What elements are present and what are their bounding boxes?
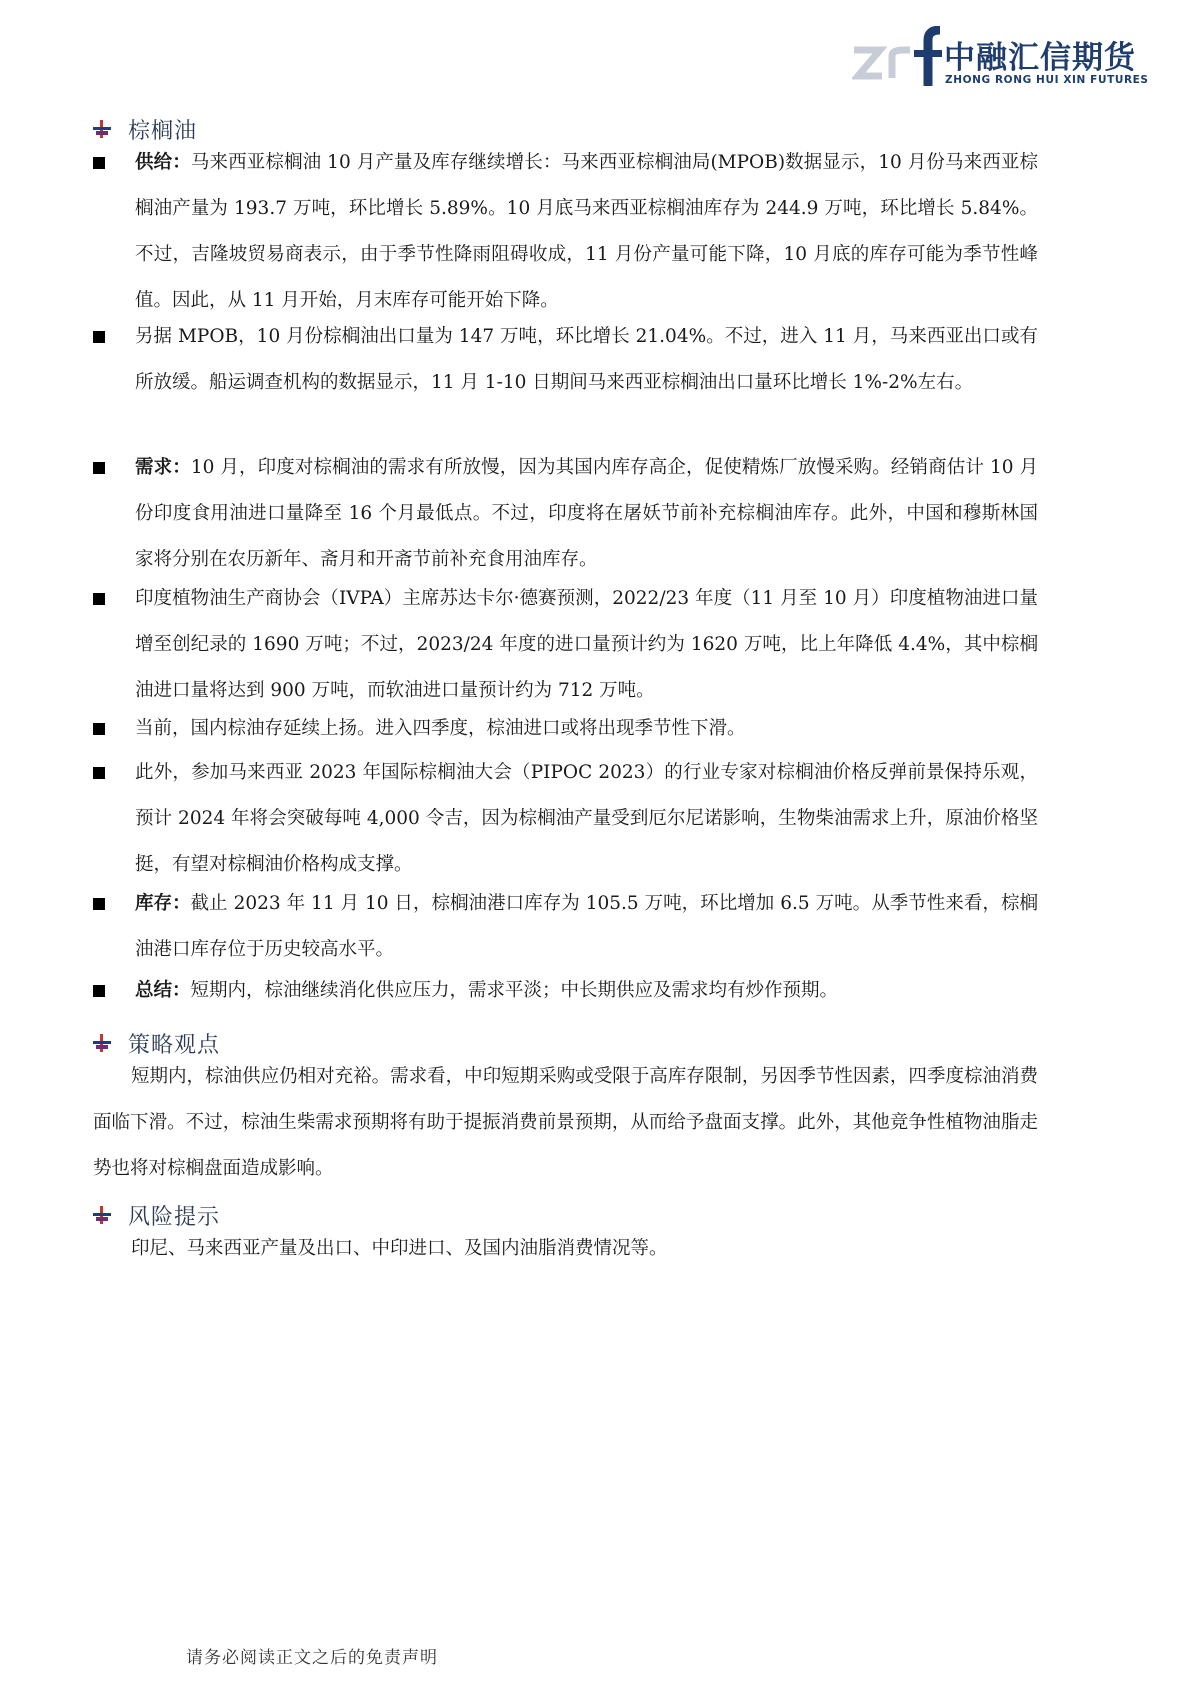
bullet-lead: 总结： [135, 980, 191, 1001]
zrf-logo-mark [852, 26, 942, 88]
bullet-text: 当前，国内棕油存延续上扬。进入四季度，棕油进口或将出现季节性下滑。 [135, 718, 746, 739]
section-marker-icon [92, 1205, 112, 1225]
bullet-text: 此外，参加马来西亚 2023 年国际棕榈油大会（PIPOC 2023）的行业专家对棕榈油价格反弹前景保持乐观，预计 2024 年将会突破每吨 4,000 令吉，因为棕榈油产量受到厄尔尼诺影响，生物柴油需求上升，原油价格坚挺，有望对棕榈油价格构成支撑。 [135, 762, 1038, 875]
section-title: 棕榈油 [128, 118, 198, 144]
bullet-item-pipoc [93, 750, 1038, 888]
section-title: 风险提示 [128, 1204, 221, 1230]
bullet-lead: 供给： [135, 152, 191, 173]
section-marker-icon [92, 1033, 112, 1053]
bullet-text: 印度植物油生产商协会（IVPA）主席苏达卡尔·德赛预测，2022/23 年度（11 月至 10 月）印度植物油进口量增至创纪录的 1690 万吨；不过，2023/24 年度的进口量预计约为 1620 万吨，比上年降低 4.4%，其中棕榈油进口量将达到 900 万吨，而软油进口量预计约为 712 万吨。 [135, 588, 1038, 701]
bullet-item-summary [93, 968, 1038, 1014]
bullet-item-export [93, 314, 1038, 406]
bullet-square-icon [93, 331, 105, 343]
bullet-text: 截止 2023 年 11 月 10 日，棕榈油港口库存为 105.5 万吨，环比增加 6.5 万吨。从季节性来看，棕榈油港口库存位于历史较高水平。 [135, 893, 1038, 960]
bullet-item-domestic [93, 706, 1038, 752]
footer-disclaimer: 请务必阅读正文之后的免责声明 [186, 1648, 438, 1668]
bullet-lead: 库存： [135, 893, 191, 914]
bullet-square-icon [93, 462, 105, 474]
bullet-item-demand [93, 445, 1038, 583]
bullet-text: 短期内，棕油继续消化供应压力，需求平淡；中长期供应及需求均有炒作预期。 [190, 980, 839, 1001]
section-title: 策略观点 [128, 1032, 221, 1058]
bullet-item-supply [93, 140, 1038, 324]
strategy-paragraph: 短期内，棕油供应仍相对充裕。需求看，中印短期采购或受限于高库存限制，另因季节性因素，四季度棕油消费面临下滑。不过，棕油生柴需求预期将有助于提振消费前景预期，从而给予盘面支撑。此外，其他竞争性植物油脂走势也将对棕榈盘面造成影响。 [93, 1066, 1038, 1179]
company-logo [852, 26, 1149, 88]
bullet-item-ivpa [93, 576, 1038, 714]
bullet-square-icon [93, 898, 105, 910]
bullet-text: 10 月，印度对棕榈油的需求有所放慢，因为其国内库存高企，促使精炼厂放慢采购。经销商估计 10 月份印度食用油进口量降至 16 个月最低点。不过，印度将在屠妖节前补充棕榈油库存。此外，中国和穆斯林国家将分别在农历新年、斋月和开斋节前补充食用油库存。 [135, 457, 1038, 570]
bullet-square-icon [93, 985, 105, 997]
bullet-item-inventory [93, 881, 1038, 973]
bullet-text: 另据 MPOB，10 月份棕榈油出口量为 147 万吨，环比增长 21.04%。不过，进入 11 月，马来西亚出口或有所放缓。船运调查机构的数据显示，11 月 1-10 日期间马来西亚棕榈油出口量环比增长 1%-2%左右。 [135, 326, 1038, 393]
section-marker-icon [92, 119, 112, 139]
bullet-square-icon [93, 157, 105, 169]
bullet-square-icon [93, 593, 105, 605]
brand-name-en: ZHONG RONG HUI XIN FUTURES [945, 74, 1149, 86]
bullet-text: 马来西亚棕榈油 10 月产量及库存继续增长：马来西亚棕榈油局(MPOB)数据显示，10 月份马来西亚棕榈油产量为 193.7 万吨，环比增长 5.89%。10 月底马来西亚棕榈油库存为 244.9 万吨，环比增长 5.84%。不过，吉隆坡贸易商表示，由于季节性降雨阻碍收成，11 月份产量可能下降，10 月底的库存可能为季节性峰值。因此，从 11 月开始，月末库存可能开始下降。 [135, 152, 1038, 311]
bullet-lead: 需求： [135, 457, 191, 478]
risk-paragraph: 印尼、马来西亚产量及出口、中印进口、及国内油脂消费情况等。 [131, 1238, 668, 1259]
brand-name-cn: 中融汇信期货 [944, 40, 1136, 76]
bullet-square-icon [93, 723, 105, 735]
bullet-square-icon [93, 767, 105, 779]
